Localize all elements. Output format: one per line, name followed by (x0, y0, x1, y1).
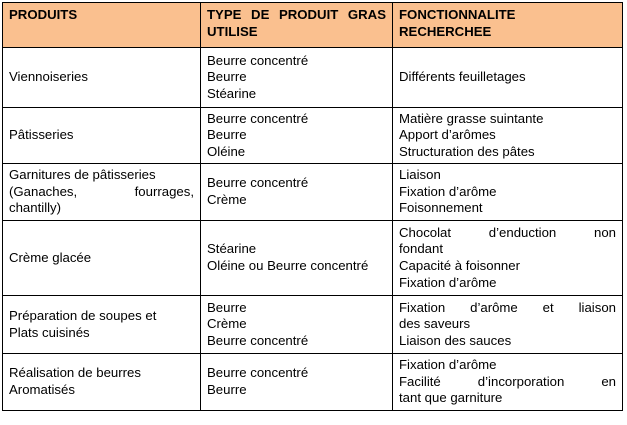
fonction-line: Liaison des sauces (399, 332, 512, 348)
produit-line: Viennoiseries (9, 69, 88, 85)
cell-produit (3, 48, 201, 108)
produit-line: Aromatisés (9, 382, 75, 397)
fonction-line: Facilité d’incorporation en (399, 373, 616, 389)
cell-type (201, 354, 393, 411)
fonction-line: Chocolat d’enduction non (399, 224, 616, 240)
type-line: Beurre (207, 382, 247, 397)
produit-line: chantilly) (9, 200, 62, 216)
type-line: Oléine ou Beurre concentré (207, 258, 369, 273)
type-line: Beurre concentré (207, 175, 309, 191)
fonction-line: des saveurs (399, 316, 471, 332)
cell-type (201, 221, 393, 296)
header-produits-label: PRODUITS (9, 7, 78, 22)
header-type-line1: TYPE DE PRODUIT GRAS (207, 7, 386, 22)
fonction-line: Matière grasse suintante (399, 110, 544, 126)
table-row (3, 221, 623, 296)
cell-produit (3, 354, 201, 411)
cell-produit (3, 164, 201, 221)
type-line: Stéarine (207, 85, 257, 101)
type-line: Crème (207, 192, 247, 207)
table-header-row (3, 3, 623, 48)
type-line: Beurre (207, 127, 247, 143)
fonction-line: Apport d’arômes (399, 127, 496, 143)
type-line: Beurre (207, 69, 247, 85)
cell-produit (3, 108, 201, 164)
produit-line: (Ganaches, fourrages, (9, 183, 194, 199)
fonction-line: Fixation d’arôme (399, 274, 497, 290)
produit-line: Préparation de soupes et (9, 307, 157, 323)
cell-fonction (393, 48, 623, 108)
cell-type (201, 108, 393, 164)
table-row (3, 296, 623, 354)
header-type-produit-gras (201, 3, 393, 48)
type-line: Beurre concentré (207, 52, 309, 68)
fonction-line: Fixation d’arôme (399, 357, 497, 373)
table-row (3, 48, 623, 108)
table-row (3, 164, 623, 221)
cell-fonction (393, 108, 623, 164)
products-fat-table (2, 2, 623, 411)
table-row (3, 354, 623, 411)
header-type-line2: UTILISE (207, 23, 258, 39)
produit-line: Pâtisseries (9, 127, 74, 143)
fonction-line: Foisonnement (399, 200, 483, 216)
fonction-line: Liaison (399, 167, 441, 183)
type-line: Beurre concentré (207, 365, 309, 381)
type-line: Crème (207, 316, 247, 332)
fonction-line: Différents feuilletages (399, 69, 526, 85)
fonction-line: tant que garniture (399, 390, 503, 406)
header-fonctionnalite (393, 3, 623, 48)
produit-line: Garnitures de pâtisseries (9, 167, 156, 183)
fonction-line: Fixation d’arôme et liaison (399, 299, 616, 315)
table-row (3, 108, 623, 164)
type-line: Beurre (207, 299, 247, 315)
fonction-line: Capacité à foisonner (399, 258, 520, 273)
type-line: Beurre concentré (207, 332, 309, 348)
cell-type (201, 48, 393, 108)
fonction-line: fondant (399, 241, 443, 257)
type-line: Stéarine (207, 241, 257, 257)
cell-produit (3, 221, 201, 296)
cell-produit (3, 296, 201, 354)
header-produits (3, 3, 201, 48)
cell-type (201, 296, 393, 354)
cell-fonction (393, 296, 623, 354)
header-fonc-line1: FONCTIONNALITE (399, 7, 516, 22)
cell-fonction (393, 164, 623, 221)
cell-fonction (393, 221, 623, 296)
produit-line: Crème glacée (9, 249, 92, 265)
cell-fonction (393, 354, 623, 411)
type-line: Beurre concentré (207, 110, 309, 126)
produit-line: Plats cuisinés (9, 324, 90, 340)
fonction-line: Structuration des pâtes (399, 143, 535, 159)
produit-line: Réalisation de beurres (9, 365, 141, 381)
fonction-line: Fixation d’arôme (399, 183, 497, 199)
cell-type (201, 164, 393, 221)
header-fonc-line2: RECHERCHEE (399, 23, 492, 39)
type-line: Oléine (207, 143, 246, 159)
